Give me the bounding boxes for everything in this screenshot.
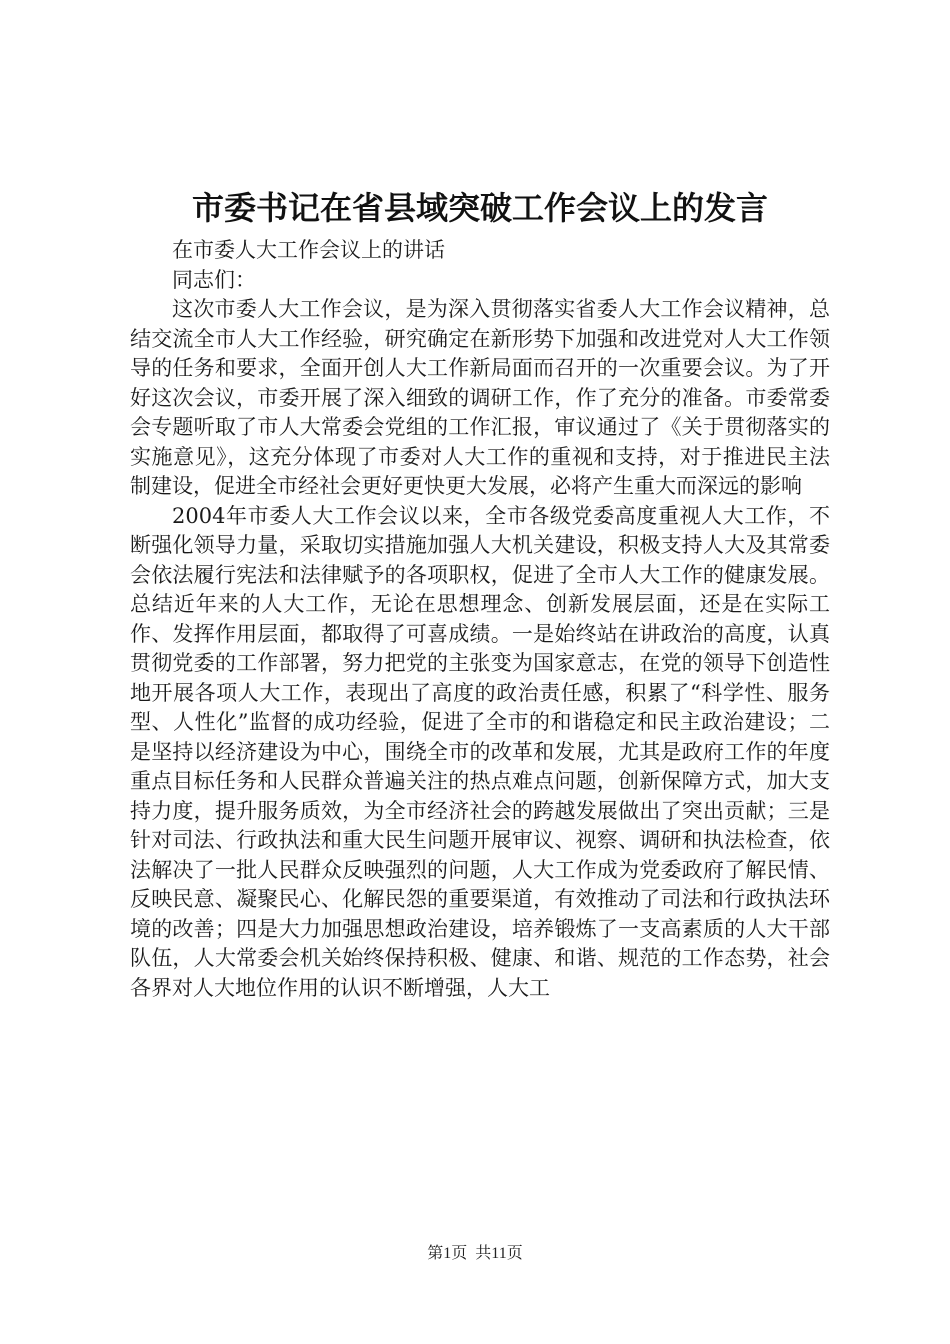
salutation: 同志们： — [172, 267, 256, 292]
page-number: 第1页 — [427, 1245, 468, 1262]
document-title: 市委书记在省县域突破工作会议上的发言 — [191, 189, 768, 227]
document-body — [130, 236, 830, 1003]
paragraph-review: 2004年市委人大工作会议以来，全市各级党委高度重视人大工作，不断强化领导力量，采取切实措施加强人大机关建设，积极支持人大及其常委会依法履行宪法和法律赋予的各项职权，促进了全市人大工作的健康发展。总结近年来的人大工作，无论在思想理念、创新发展层面，还是在实际工作、发挥作用层面，都取得了可喜成绩。一是始终站在讲政治的高度，认真贯彻党委的工作部署，努力把党的主张变为国家意志，在党的领导下创造性地开展各项人大工作，表现出了高度的政治责任感，积累了“科学性、服务型、人性化”监督的成功经验，促进了全市的和谐稳定和民主政治建设；二是坚持以经济建设为中心，围绕全市的改革和发展，尤其是政府工作的年度重点目标任务和人民群众普遍关注的热点难点问题，创新保障方式，加大支持力度，提升服务质效，为全市经济社会的跨越发展做出了突出贡献；三是针对司法、行政执法和重大民生问题开展审议、视察、调研和执法检查，依法解决了一批人民群众反映强烈的问题，人大工作成为党委政府了解民情、反映民意、凝聚民心、化解民怨的重要渠道，有效推动了司法和行政执法环境的改善；四是大力加强思想政治建设，培养锻炼了一支高素质的人大干部队伍，人大常委会机关始终保持积极、健康、和谐、规范的工作态势，社会各界对人大地位作用的认识不断增强，人大工 — [130, 503, 830, 1000]
page-total: 共11页 — [475, 1245, 523, 1262]
speech-subtitle: 在市委人大工作会议上的讲话 — [172, 238, 445, 262]
paragraph-intro: 这次市委人大工作会议，是为深入贯彻落实省委人大工作会议精神，总结交流全市人大工作经验，研究确定在新形势下加强和改进党对人大工作领导的任务和要求，全面开创人大工作新局面而召开的一次重要会议。为了开好这次会议，市委开展了深入细致的调研工作，作了充分的准备。市委常委会专题听取了市人大常委会党组的工作汇报，审议通过了《关于贯彻落实的实施意见》，这充分体现了市委对人大工作的重视和支持，对于推进民主法制建设，促进全市经社会更好更快更大发展，必将产生重大而深远的影响 — [130, 297, 830, 498]
page-footer — [0, 1244, 950, 1264]
